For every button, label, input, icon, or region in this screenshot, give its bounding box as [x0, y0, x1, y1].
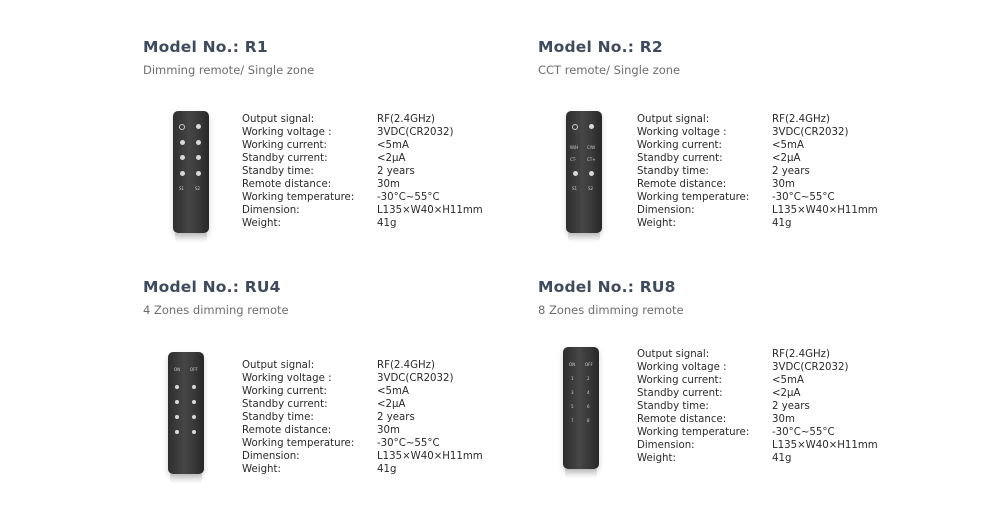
spec-label: Weight: — [242, 218, 281, 229]
model-subtitle: 8 Zones dimming remote — [538, 303, 684, 317]
spec-label: Working voltage : — [242, 127, 332, 138]
spec-row — [242, 152, 483, 165]
spec-value: -30°C~55°C — [772, 192, 835, 203]
spec-value: 2 years — [772, 401, 810, 412]
remote-button-icon — [180, 140, 185, 145]
spec-row — [242, 191, 483, 204]
spec-list — [637, 348, 878, 465]
spec-row — [242, 411, 483, 424]
spec-row — [637, 413, 878, 426]
model-block-r2 — [538, 38, 958, 278]
remote-button-label: S2 — [195, 186, 201, 191]
remote-button-label: 2 — [587, 376, 590, 381]
spec-row — [242, 398, 483, 411]
remote-button-label: OFF — [190, 367, 198, 372]
spec-row — [637, 178, 878, 191]
spec-value: L135×W40×H11mm — [772, 440, 878, 451]
power-button-icon — [179, 124, 185, 130]
remote-button-icon — [180, 171, 185, 176]
zone-button-icon — [175, 400, 179, 404]
spec-value: 3VDC(CR2032) — [377, 373, 454, 384]
spec-list — [242, 359, 483, 476]
spec-label: Working temperature: — [242, 192, 355, 203]
spec-value: -30°C~55°C — [377, 438, 440, 449]
spec-label: Standby time: — [242, 166, 314, 177]
spec-label: Remote distance: — [242, 425, 332, 436]
spec-row — [637, 400, 878, 413]
remote-button-label: 5 — [571, 404, 574, 409]
spec-value: 30m — [377, 179, 400, 190]
spec-value: RF(2.4GHz) — [377, 360, 435, 371]
model-block-ru4 — [143, 278, 563, 518]
remote-button-label: ON — [569, 362, 576, 367]
spec-row — [242, 113, 483, 126]
remote-reflection — [175, 233, 207, 243]
remote-reflection — [568, 233, 600, 243]
spec-label: Weight: — [637, 453, 676, 464]
model-block-ru8 — [538, 278, 958, 518]
spec-value: 30m — [772, 179, 795, 190]
spec-label: Working voltage : — [637, 127, 727, 138]
spec-label: Dimension: — [242, 205, 300, 216]
spec-label: Working temperature: — [637, 192, 750, 203]
spec-row — [637, 126, 878, 139]
remote-image — [566, 111, 602, 233]
spec-row — [637, 374, 878, 387]
spec-row — [242, 165, 483, 178]
remote-button-label: 7 — [571, 418, 574, 423]
spec-label: Remote distance: — [637, 414, 727, 425]
remote-button-label: ON — [174, 367, 181, 372]
spec-value: 3VDC(CR2032) — [772, 127, 849, 138]
spec-row — [637, 165, 878, 178]
power-button-icon — [572, 124, 578, 130]
remote-reflection — [170, 474, 202, 484]
remote-button-label: S2 — [588, 186, 594, 191]
spec-value: L135×W40×H11mm — [377, 205, 483, 216]
spec-label: Dimension: — [637, 205, 695, 216]
remote-button-icon — [573, 171, 578, 176]
model-subtitle: 4 Zones dimming remote — [143, 303, 289, 317]
spec-label: Remote distance: — [637, 179, 727, 190]
spec-value: <5mA — [377, 386, 409, 397]
spec-row — [637, 204, 878, 217]
spec-value: <5mA — [377, 140, 409, 151]
zone-button-icon — [175, 430, 179, 434]
remote-button-label: 1 — [571, 376, 574, 381]
remote-button-icon — [196, 155, 201, 160]
spec-label: Output signal: — [637, 349, 710, 360]
remote-image — [563, 347, 599, 469]
spec-label: Working temperature: — [242, 438, 355, 449]
remote-button-label: S1 — [572, 186, 578, 191]
model-title: Model No.: RU4 — [143, 278, 281, 296]
spec-row — [242, 359, 483, 372]
spec-label: Output signal: — [242, 114, 315, 125]
spec-row — [637, 113, 878, 126]
remote-button-label: 4 — [587, 390, 590, 395]
zone-button-icon — [175, 385, 179, 389]
spec-value: 41g — [772, 453, 792, 464]
model-title: Model No.: R2 — [538, 38, 663, 56]
spec-value: 41g — [772, 218, 792, 229]
spec-label: Working current: — [242, 140, 327, 151]
spec-value: 3VDC(CR2032) — [772, 362, 849, 373]
spec-row — [637, 217, 878, 230]
remote-button-label: CT- — [570, 157, 577, 162]
spec-list — [637, 113, 878, 230]
spec-label: Standby time: — [242, 412, 314, 423]
zone-button-icon — [175, 415, 179, 419]
spec-label: Working current: — [637, 375, 722, 386]
spec-label: Output signal: — [242, 360, 315, 371]
spec-label: Standby current: — [242, 153, 328, 164]
spec-label: Standby current: — [242, 399, 328, 410]
spec-value: RF(2.4GHz) — [772, 349, 830, 360]
spec-label: Working current: — [637, 140, 722, 151]
remote-button-label: 6 — [587, 404, 590, 409]
spec-label: Weight: — [242, 464, 281, 475]
spec-label: Weight: — [637, 218, 676, 229]
spec-value: 2 years — [377, 412, 415, 423]
spec-value: <2μA — [772, 388, 801, 399]
spec-row — [242, 178, 483, 191]
remote-reflection — [565, 469, 597, 479]
remote-button-icon — [196, 124, 201, 129]
remote-button-label: OFF — [585, 362, 593, 367]
spec-value: L135×W40×H11mm — [377, 451, 483, 462]
spec-row — [242, 385, 483, 398]
spec-row — [637, 361, 878, 374]
remote-image — [168, 352, 204, 474]
spec-value: 3VDC(CR2032) — [377, 127, 454, 138]
spec-label: Working temperature: — [637, 427, 750, 438]
zone-button-icon — [192, 430, 196, 434]
model-subtitle: CCT remote/ Single zone — [538, 63, 681, 77]
spec-row — [242, 437, 483, 450]
spec-value: 2 years — [772, 166, 810, 177]
remote-button-icon — [180, 155, 185, 160]
spec-value: L135×W40×H11mm — [772, 205, 878, 216]
model-title: Model No.: R1 — [143, 38, 268, 56]
model-block-r1 — [143, 38, 563, 278]
spec-row — [242, 463, 483, 476]
remote-button-label: 8 — [587, 418, 590, 423]
spec-row — [637, 139, 878, 152]
spec-row — [637, 387, 878, 400]
spec-value: RF(2.4GHz) — [772, 114, 830, 125]
spec-label: Standby time: — [637, 166, 709, 177]
spec-row — [242, 139, 483, 152]
model-subtitle: Dimming remote/ Single zone — [143, 63, 315, 77]
spec-label: Working current: — [242, 386, 327, 397]
spec-value: <2μA — [772, 153, 801, 164]
spec-value: 41g — [377, 218, 397, 229]
remote-button-label: W/H — [570, 145, 579, 150]
spec-row — [637, 348, 878, 361]
spec-value: <2μA — [377, 399, 406, 410]
spec-row — [637, 452, 878, 465]
spec-value: 30m — [377, 425, 400, 436]
spec-value: -30°C~55°C — [772, 427, 835, 438]
spec-list — [242, 113, 483, 230]
spec-row — [242, 126, 483, 139]
spec-row — [242, 372, 483, 385]
spec-row — [242, 204, 483, 217]
spec-value: <5mA — [772, 140, 804, 151]
spec-label: Working voltage : — [242, 373, 332, 384]
spec-row — [242, 450, 483, 463]
remote-button-label: 3 — [571, 390, 574, 395]
spec-value: 30m — [772, 414, 795, 425]
spec-row — [242, 217, 483, 230]
spec-value: <5mA — [772, 375, 804, 386]
remote-button-icon — [196, 140, 201, 145]
remote-button-icon — [589, 124, 594, 129]
remote-button-label: S1 — [179, 186, 185, 191]
remote-button-icon — [589, 171, 594, 176]
spec-value: -30°C~55°C — [377, 192, 440, 203]
spec-row — [242, 424, 483, 437]
spec-label: Output signal: — [637, 114, 710, 125]
remote-image — [173, 111, 209, 233]
spec-row — [637, 426, 878, 439]
spec-row — [637, 439, 878, 452]
spec-value: RF(2.4GHz) — [377, 114, 435, 125]
spec-label: Remote distance: — [242, 179, 332, 190]
spec-label: Standby current: — [637, 153, 723, 164]
spec-value: 2 years — [377, 166, 415, 177]
remote-button-icon — [196, 171, 201, 176]
spec-label: Working voltage : — [637, 362, 727, 373]
spec-row — [637, 152, 878, 165]
spec-label: Dimension: — [242, 451, 300, 462]
remote-button-label: CT+ — [587, 157, 596, 162]
spec-value: 41g — [377, 464, 397, 475]
zone-button-icon — [192, 415, 196, 419]
spec-label: Standby current: — [637, 388, 723, 399]
zone-button-icon — [192, 400, 196, 404]
spec-label: Dimension: — [637, 440, 695, 451]
remote-button-label: C/W — [587, 145, 596, 150]
spec-label: Standby time: — [637, 401, 709, 412]
spec-row — [637, 191, 878, 204]
zone-button-icon — [192, 385, 196, 389]
model-title: Model No.: RU8 — [538, 278, 676, 296]
spec-value: <2μA — [377, 153, 406, 164]
